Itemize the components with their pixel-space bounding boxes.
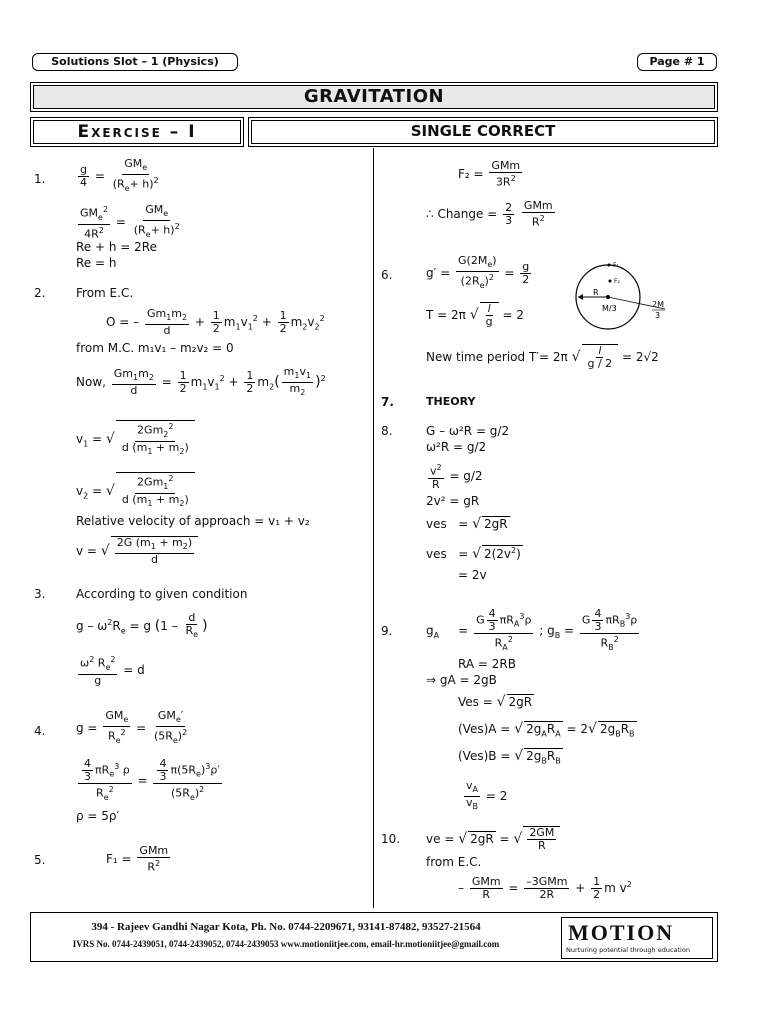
column-divider <box>373 148 374 908</box>
question-number: 10. <box>381 832 401 846</box>
question-number: 5. <box>34 853 46 867</box>
question-number: 7. <box>381 395 394 409</box>
equation: Now, $\frac{Gm_1m_2}{d}$ = $\frac{1}{2}$ $m_1v_1^2$ + $\frac{1}{2}$ $m_2$( $\frac{m_1v_1}{m_2}$ )$^2$ <box>76 365 326 398</box>
radius-label: R <box>593 288 599 297</box>
exercise-heading: Exercise – I <box>30 117 244 147</box>
question-number: 2. <box>34 286 46 300</box>
equation: $\frac{GM_e^2}{4R^2}$ = $\frac{GM_e}{(R_e+ h)^2}$ <box>80 203 180 241</box>
equation: (Ves)A = √ $2g_AR_A = 2√$ $2g_BR_B$ <box>458 721 635 739</box>
text-line: from E.C. <box>426 855 482 869</box>
equation: $g_A$ = G $\frac{4}{3}$ $\pi R_A^3\rho$ $R_A^2$ ; $g_B$ = G $\frac{4}{3}$ $\pi R_B^3\rho$ $R_B^2$ <box>426 607 638 652</box>
equation: $g - \omega^2R_e = g$ (1 – $\frac{d}{R_e}$ ) <box>76 611 208 640</box>
text-line: from M.C. m₁v₁ – m₂v₂ = 0 <box>76 341 234 355</box>
logo-tagline: Nurturing potential through education <box>566 946 690 954</box>
equation: (Ves)B = √ $2g_BR_B$ <box>458 748 561 766</box>
mass-label: M/3 <box>602 304 617 313</box>
equation: Ves = √ 2gR <box>458 694 533 710</box>
text-line: Relative velocity of approach = v₁ + v₂ <box>76 514 310 528</box>
text-line: From E.C. <box>76 286 134 300</box>
equation: F₂ = $\frac{\text{GMm}}{3R^2}$ <box>458 159 521 189</box>
equation: $\frac{4}{3}$ $\pi R_e^3$ ρ $R_e^2$ = $\frac{4}{3}$ $\pi(5R_e)^3\rho'$ $(5R_e)^2$ <box>76 758 224 804</box>
mass-label: 2M <box>652 300 664 309</box>
page-number: Page # 1 <box>637 53 717 71</box>
mass-label: 3 <box>655 311 661 320</box>
theory-label: THEORY <box>426 395 476 408</box>
text-line: ρ = 5ρ′ <box>76 809 120 823</box>
question-number: 4. <box>34 724 46 738</box>
equation: ve = √ 2gR = √ $\frac{2GM}{R}$ <box>426 826 560 852</box>
equation: $\frac{v^2}{R}$ = g/2 <box>430 463 483 491</box>
motion-logo <box>561 917 713 959</box>
equation: New time period T′= 2π √ $\frac{l}{g / 2}$ = 2√2 <box>426 344 659 370</box>
equation: $v_2$ = √ $\frac{2Gm_1^2}{d (m_1 + m_2)}$ <box>76 472 195 510</box>
equation: ves = √ $2(2v^2)$ <box>426 546 521 562</box>
text-line: Re = h <box>76 256 117 270</box>
text-line: 2v² = gR <box>426 494 480 508</box>
sphere-diagram <box>570 255 682 335</box>
footer-address: 394 - Rajeev Gandhi Nagar Kota, Ph. No. 0744-2209671, 93141-87482, 93527-21564 <box>91 921 481 933</box>
text-line: Re + h = 2Re <box>76 240 157 254</box>
chapter-title: GRAVITATION <box>30 82 718 112</box>
text-line: RA = 2RB <box>458 657 516 671</box>
equation: $\frac{\omega^2 R_e^2}{g}$ = d <box>80 655 145 687</box>
footer-contact: IVRS No. 0744-2439051, 0744-2439052, 0744-2439053 www.motioniitjee.com, email-hr.motioniitjee@gmail.com <box>72 939 500 949</box>
equation: g′ = $\frac{G(2M_e)}{(2R_e)^2}$ = $\frac{g}{2}$ <box>426 254 530 291</box>
equation: $\frac{v_A}{v_B}$ = 2 <box>466 779 508 812</box>
question-number: 1. <box>34 172 46 186</box>
text-line: According to given condition <box>76 587 248 601</box>
question-number: 8. <box>381 424 393 438</box>
text-line: G – ω²R = g/2 <box>426 424 510 438</box>
force-label: F₁ <box>613 262 619 269</box>
logo-text: MOTION <box>568 920 675 945</box>
equation: F₁ = $\frac{\text{GMm}}{R^2}$ <box>106 844 169 874</box>
section-heading: SINGLE CORRECT <box>248 117 718 147</box>
equation: $v_1$ = √ $\frac{2Gm_2^2}{d (m_1 + m_2)}$ <box>76 420 195 458</box>
text-line: ⇒ gA = 2gB <box>426 673 497 687</box>
equation: $\frac{g}{4}$ = $\frac{GM_e}{(R_e+ h)^2}$ <box>80 157 159 194</box>
equation: g = $\frac{GM_e}{R_e^2}$ = $\frac{GM_e'}{(5R_e)^2}$ <box>76 709 188 746</box>
footer <box>30 912 718 962</box>
slot-label: Solutions Slot – 1 (Physics) <box>32 53 238 71</box>
equation: – $\frac{\text{GMm}}{R}$ = $\frac{\text{–3GMm}}{2R}$ + $\frac{1}{2}$ m $v^2$ <box>458 875 632 901</box>
equation: ves = √ 2gR <box>426 516 508 532</box>
equation: O = – $\frac{Gm_1m_2}{d}$ + $\frac{1}{2}$ $m_1v_1^2$ + $\frac{1}{2}$ $m_2v_2^2$ <box>106 307 325 338</box>
question-number: 9. <box>381 624 393 638</box>
equation: ∴ Change = $\frac{2}{3}$ $\frac{\text{GMm}}{R^2}$ <box>426 199 553 229</box>
equation: v = √ $\frac{2G (m_1 + m_2)}{d}$ <box>76 536 198 566</box>
text-line: ω²R = g/2 <box>426 440 487 454</box>
force-label: F₂ <box>614 278 620 285</box>
equation: T = 2π √ $\frac{l}{g}$ = 2 <box>426 302 524 328</box>
text-line: = 2v <box>458 568 487 582</box>
question-number: 6. <box>381 268 393 282</box>
question-number: 3. <box>34 587 46 601</box>
